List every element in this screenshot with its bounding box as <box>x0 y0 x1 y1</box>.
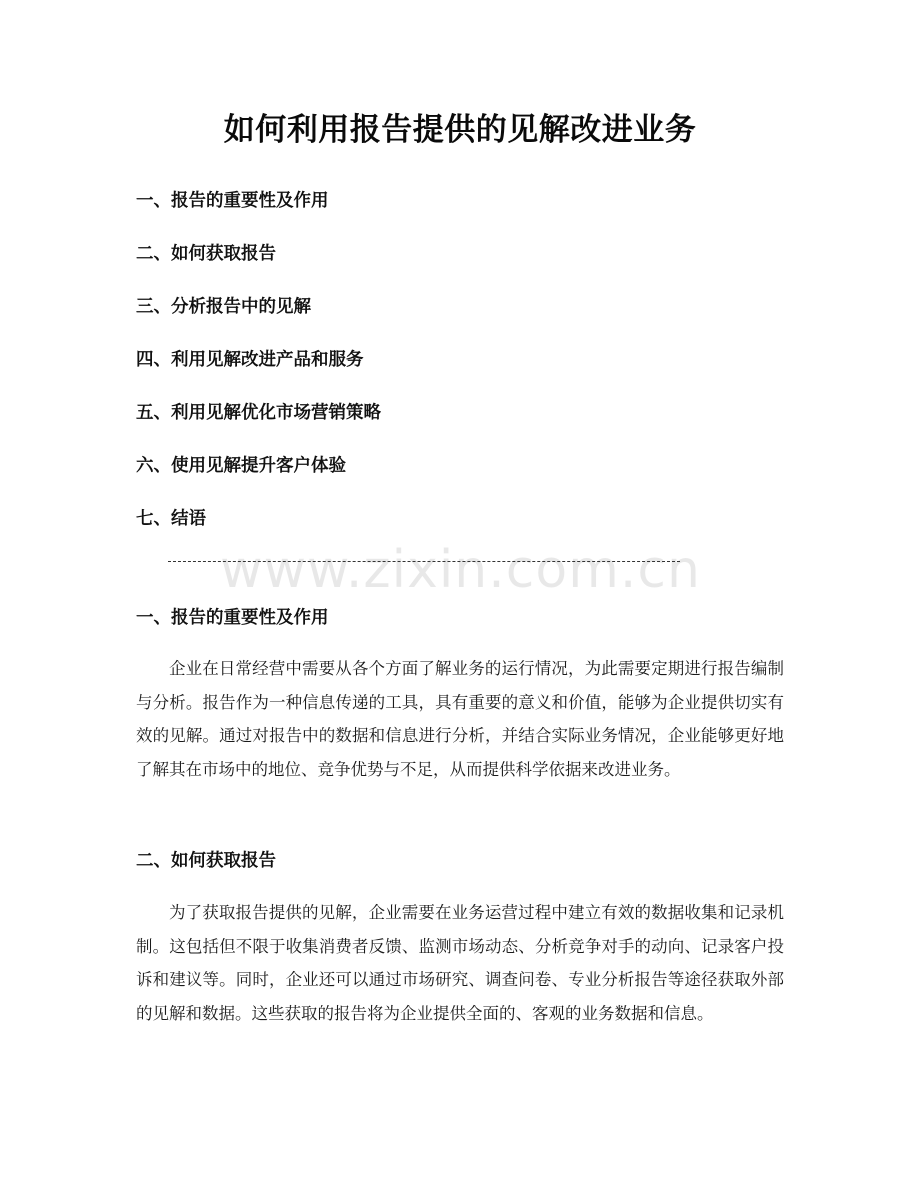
section-paragraph-1: 企业在日常经营中需要从各个方面了解业务的运行情况，为此需要定期进行报告编制与分析。报告作为一种信息传递的工具，具有重要的意义和价值，能够为企业提供切实有效的见解。通过对报告中的数据和信息进行分析，并结合实际业务情况，企业能够更好地了解其在市场中的地位、竞争优势与不足，从而提供科学依据来改进业务。 <box>136 659 784 779</box>
toc-item: 一、报告的重要性及作用 <box>136 191 329 211</box>
toc-item: 二、如何获取报告 <box>136 244 276 264</box>
section-heading-1: 一、报告的重要性及作用 <box>136 608 329 628</box>
table-of-contents <box>136 186 786 557</box>
section-paragraph-2: 为了获取报告提供的见解，企业需要在业务运营过程中建立有效的数据收集和记录机制。这包括但不限于收集消费者反馈、监测市场动态、分析竞争对手的动向、记录客户投诉和建议等。同时，企业还可以通过市场研究、调查问卷、专业分析报告等途径获取外部的见解和数据。这些获取的报告将为企业提供全面的、客观的业务数据和信息。 <box>136 903 784 1023</box>
section-heading-2: 二、如何获取报告 <box>136 851 276 871</box>
section-divider <box>168 561 680 562</box>
toc-item: 七、结语 <box>136 509 206 529</box>
document-title: 如何利用报告提供的见解改进业务 <box>223 112 697 148</box>
toc-item: 五、利用见解优化市场营销策略 <box>136 403 381 423</box>
toc-item: 三、分析报告中的见解 <box>136 297 311 317</box>
toc-item: 六、使用见解提升客户体验 <box>136 456 346 476</box>
toc-item: 四、利用见解改进产品和服务 <box>136 350 364 370</box>
watermark: www.zixin.com.cn <box>220 540 701 600</box>
